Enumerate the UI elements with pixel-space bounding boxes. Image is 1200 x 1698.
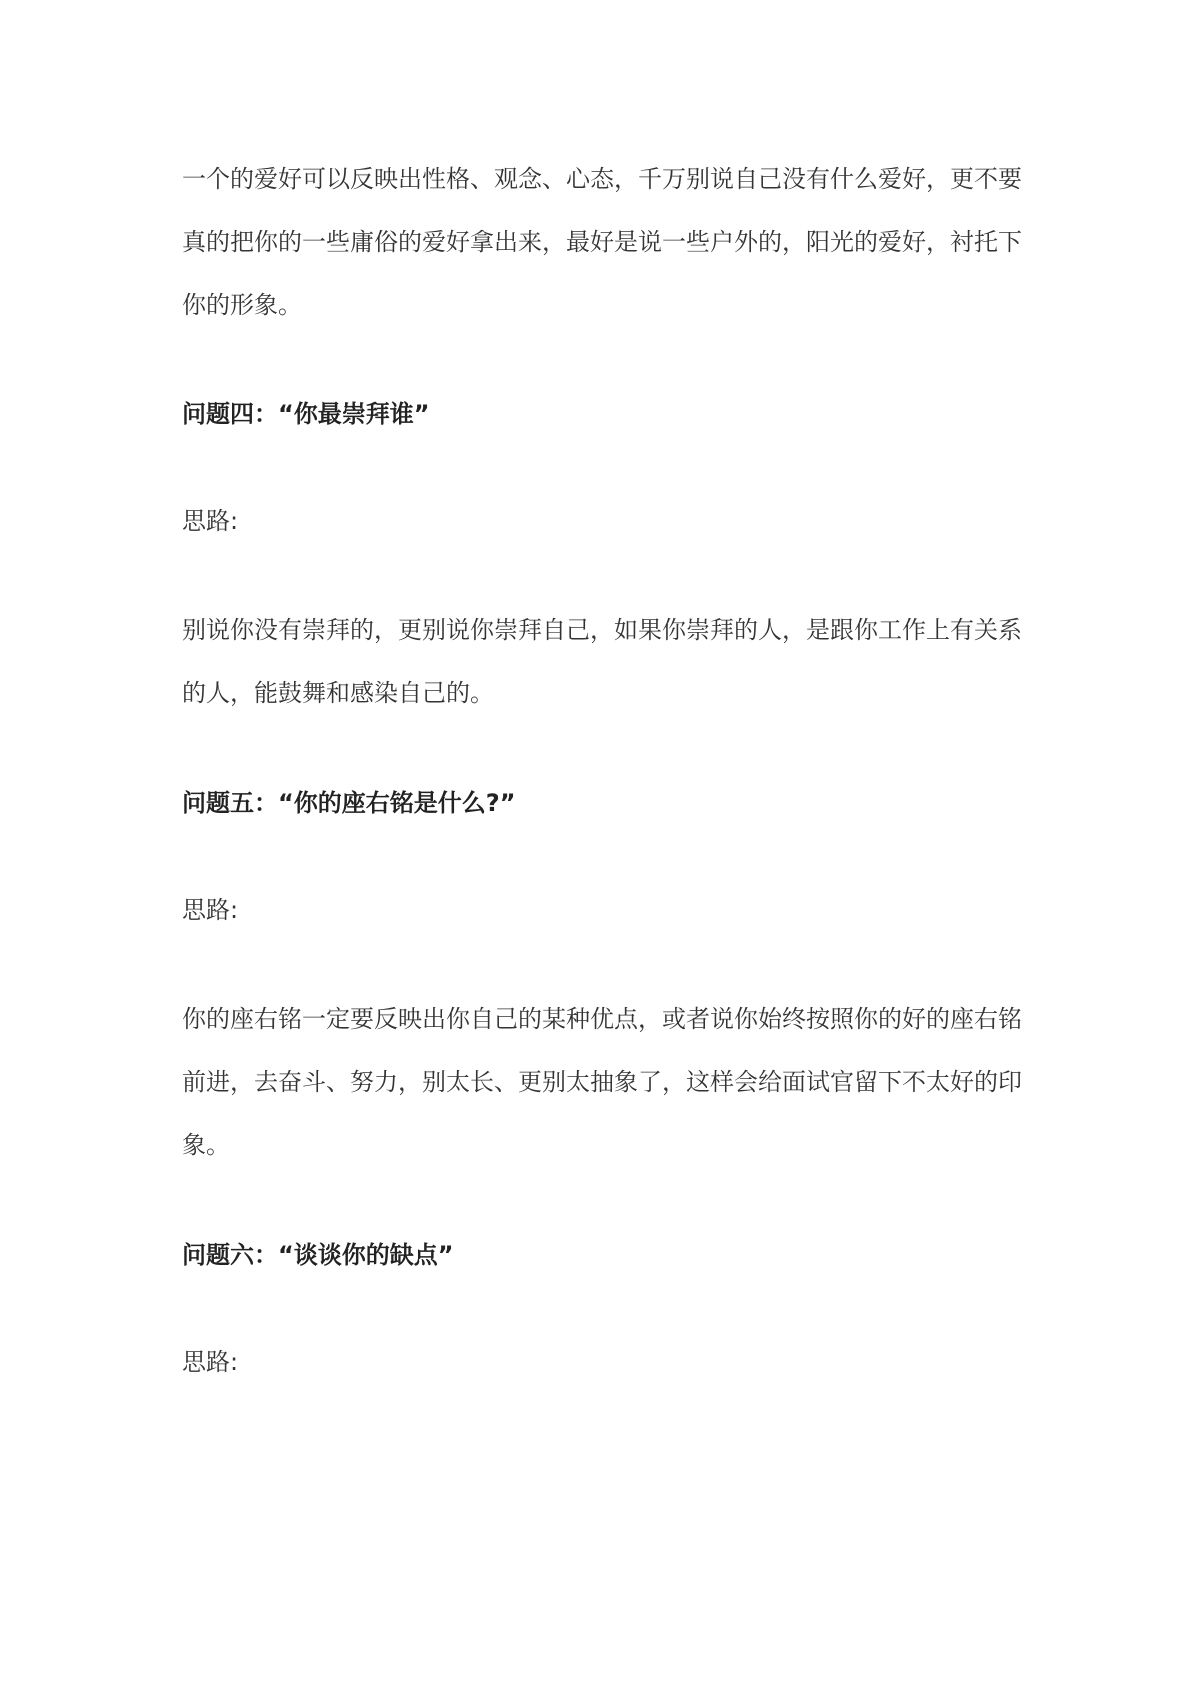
question-5-idea-label: 思路: [182,896,239,924]
question-4-idea-label: 思路: [182,507,239,535]
paragraph-line: 一个的爱好可以反映出性格、观念、心态，千万别说自己没有什么爱好，更不要 [182,165,1022,193]
paragraph-line: 真的把你的一些庸俗的爱好拿出来，最好是说一些户外的，阳光的爱好，衬托下 [182,228,1022,256]
paragraph-line: 别说你没有崇拜的，更别说你崇拜自己，如果你崇拜的人，是跟你工作上有关系 [182,616,1022,644]
paragraph-line: 的人，能鼓舞和感染自己的。 [182,679,494,707]
paragraph-line: 前进，去奋斗、努力，别太长、更别太抽象了，这样会给面试官留下不太好的印 [182,1068,1022,1096]
question-4-answer [182,599,1032,725]
question-6-idea-label: 思路: [182,1348,239,1376]
question-5-heading: 问题五：“你的座右铭是什么?” [182,789,516,817]
question-6-heading: 问题六：“谈谈你的缺点” [182,1241,454,1269]
paragraph-line: 象。 [182,1131,230,1159]
paragraph-hobby [182,148,1032,337]
question-4-heading: 问题四：“你最崇拜谁” [182,400,430,428]
paragraph-line: 你的座右铭一定要反映出你自己的某种优点，或者说你始终按照你的好的座右铭 [182,1005,1022,1033]
question-5-answer [182,988,1032,1177]
paragraph-line: 你的形象。 [182,291,302,319]
